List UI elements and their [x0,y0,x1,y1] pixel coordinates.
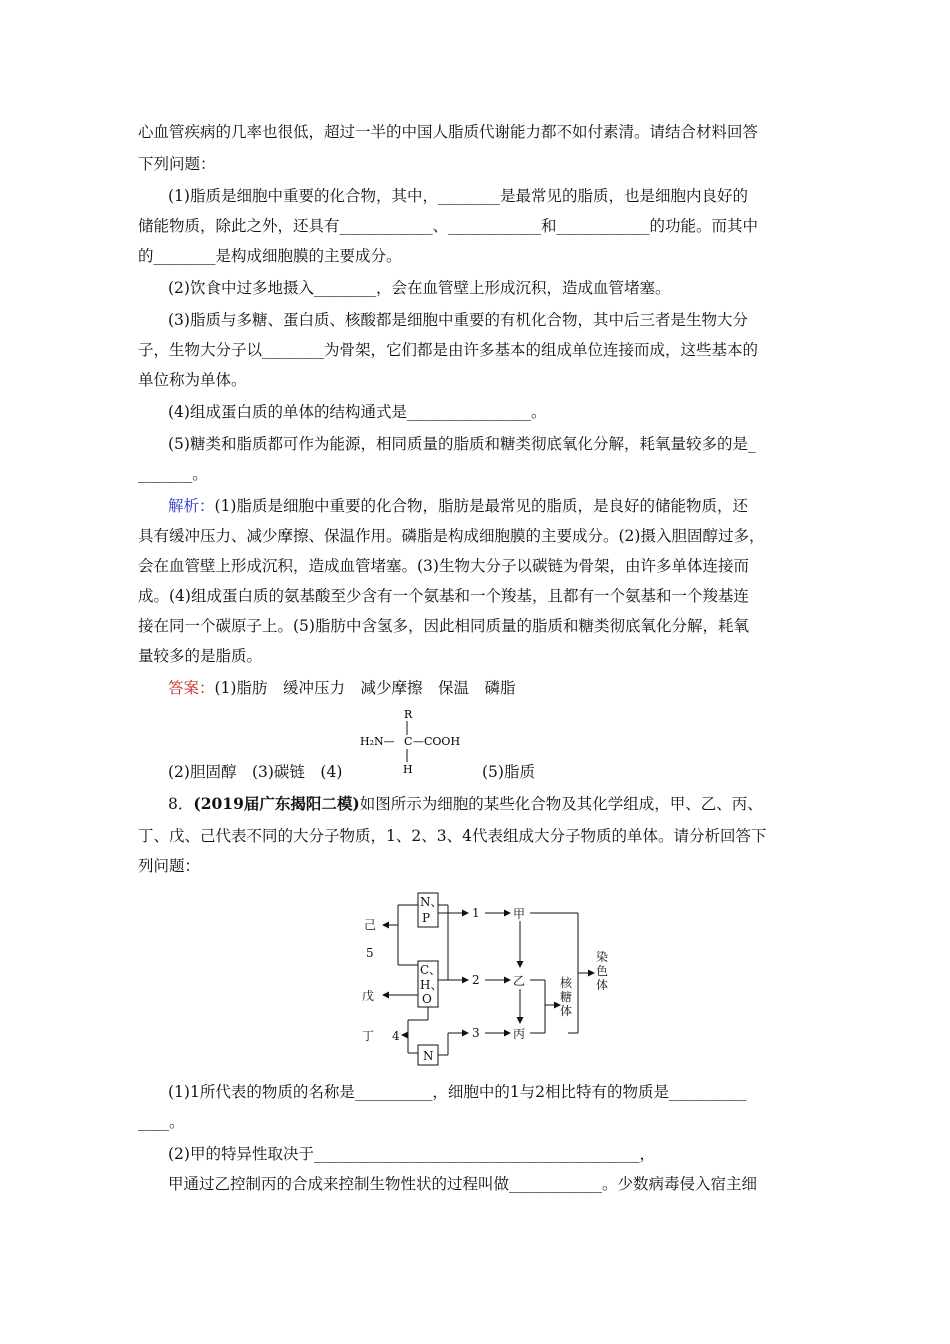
formula-r: R [404,708,413,721]
ribosome-3: 体 [560,1004,573,1018]
q8-line-1 [168,794,763,814]
cho-box-h: H、 [420,978,443,992]
label-yi: 乙 [513,974,526,988]
label-ding: 丁 [362,1029,375,1043]
formula-cooh: —COOH [413,735,461,748]
answer-label: 答案： [168,679,215,697]
answer-line-1 [168,678,515,698]
formula-h2n: H₂N— [360,735,395,748]
compound-diagram [350,885,640,1075]
analysis-line-1 [168,496,748,516]
amino-acid-formula [350,705,480,775]
chromosome-3: 体 [596,978,609,992]
q8-sub1-line-1: (1)1所代表的物质的名称是__________，细胞中的1与2相比特有的物质是__________ [168,1083,747,1101]
material-line-2: 下列问题： [138,155,216,173]
q2-line-1: (2)饮食中过多地摄入________，会在血管壁上形成沉积，造成血管堵塞。 [168,279,671,297]
label-wu: 戊 [362,989,375,1003]
label-bing: 丙 [513,1027,526,1041]
analysis-line-3: 会在血管壁上形成沉积，造成血管堵塞。(3)生物大分子以碳链为骨架，由许多单体连接而 [138,557,749,575]
analysis-line-2: 具有缓冲压力、减少摩擦、保温作用。磷脂是构成细胞膜的主要成分。(2)摄入胆固醇过多， [138,527,765,545]
q3-line-2: 子，生物大分子以________为骨架，它们都是由许多基本的组成单位连接而成，这些基本的 [138,341,759,359]
cho-box-c: C、 [420,963,442,977]
answer-line-2a: (2)胆固醇 (3)碳链 (4) [168,763,343,781]
q5-line-1: (5)糖类和脂质都可作为能源，相同质量的脂质和糖类彻底氧化分解，耗氧量较多的是_ [168,435,756,453]
q8-line-2: 丁、戊、己代表不同的大分子物质，1、2、3、4代表组成大分子物质的单体。请分析回答下 [138,827,767,845]
q1-line-2: 储能物质，除此之外，还具有____________、____________和____________的功能。而其中 [138,217,759,235]
q3-line-1: (3)脂质与多糖、蛋白质、核酸都是细胞中重要的有机化合物，其中后三者是生物大分 [168,311,748,329]
label-jia: 甲 [513,907,526,921]
answer-text-1: (1)脂肪 缓冲压力 减少摩擦 保温 磷脂 [214,679,516,697]
label-3: 3 [472,1026,480,1040]
label-ji: 己 [364,918,377,932]
formula-h: H [403,763,413,775]
q8-line-3: 列问题： [138,857,201,875]
analysis-line-4: 成。(4)组成蛋白质的氨基酸至少含有一个氨基和一个羧基，且都有一个氨基和一个羧基连 [138,587,749,605]
label-1: 1 [472,906,480,920]
np-box-n: N、 [420,895,443,909]
q8-number: 8． [168,795,194,813]
ribosome-1: 核 [560,976,573,990]
analysis-label: 解析： [168,497,215,515]
answer-line-2b: (5)脂质 [482,763,535,781]
q4-line-1: (4)组成蛋白质的单体的结构通式是________________。 [168,403,547,421]
analysis-text-1: (1)脂质是细胞中重要的化合物，脂肪是最常见的脂质，是良好的储能物质，还 [214,497,748,515]
n-box-label: N [423,1049,434,1063]
q8-source: (2019届广东揭阳二模) [193,794,360,813]
q3-line-3: 单位称为单体。 [138,371,247,389]
material-line-1: 心血管疾病的几率也很低，超过一半的中国人脂质代谢能力都不如付素清。请结合材料回答 [138,123,759,141]
np-box-p: P [422,911,431,925]
q8-sub2-line-1: (2)甲的特异性取决于__________________________________________， [168,1145,655,1163]
analysis-line-6: 量较多的是脂质。 [138,647,263,665]
label-5: 5 [366,946,374,960]
analysis-line-5: 接在同一个碳原子上。(5)脂肪中含氢多，因此相同质量的脂质和糖类彻底氧化分解，耗氧 [138,617,749,635]
q8-sub1-line-2: ____。 [138,1113,185,1131]
label-4: 4 [392,1029,400,1043]
label-2: 2 [472,973,480,987]
chromosome-1: 染 [596,950,609,964]
q1-line-1: (1)脂质是细胞中重要的化合物，其中，________是最常见的脂质，也是细胞内良好的 [168,187,748,205]
q8-sub2-line-2: 甲通过乙控制丙的合成来控制生物性状的过程叫做____________。少数病毒侵入宿主细 [168,1175,758,1193]
cho-box-o: O [422,992,432,1006]
ribosome-2: 糖 [560,990,573,1004]
q8-text-1: 如图所示为细胞的某些化合物及其化学组成，甲、乙、丙、 [359,795,763,813]
formula-c: C [404,735,413,748]
chromosome-2: 色 [596,964,609,978]
q1-line-3: 的________是构成细胞膜的主要成分。 [138,247,402,265]
q5-line-2: _______。 [138,465,208,483]
